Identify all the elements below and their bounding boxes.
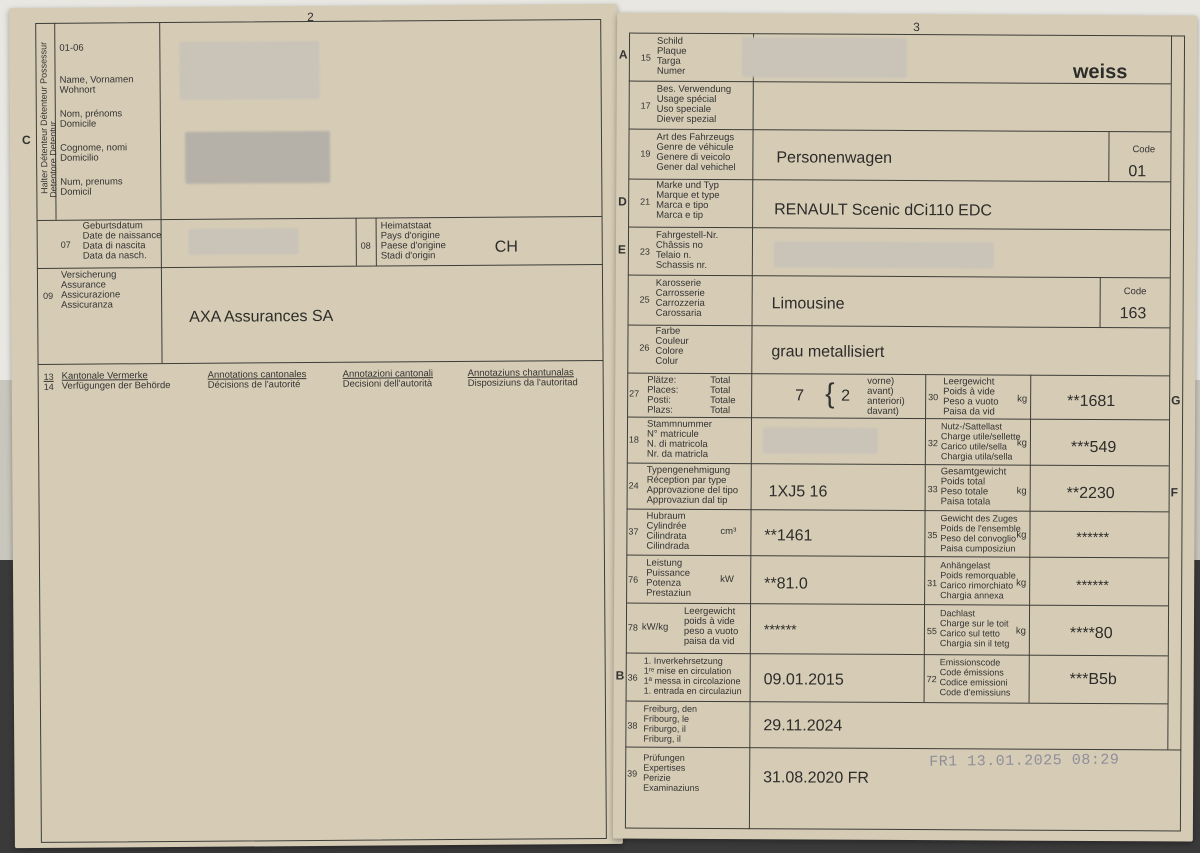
margin-letter-b: B: [615, 668, 625, 683]
plate-label: Plaque: [656, 45, 687, 57]
seats-total-value: 7: [795, 387, 805, 405]
field-num: 24: [628, 480, 639, 491]
kwkg-label: paisa da vid: [683, 635, 735, 648]
holder-label: Num, prenums: [60, 176, 123, 188]
body-label: Carrosserie: [655, 287, 705, 299]
plate-label: Targa: [656, 55, 681, 67]
seats-label: Plätze:: [647, 374, 677, 386]
field-num: 55: [926, 626, 937, 637]
color-label: Colur: [655, 355, 679, 367]
payload-label: Chargia utila/sella: [940, 451, 1013, 462]
emission-label: Codice emissioni: [939, 677, 1008, 688]
total-weight-label: Gesamtgewicht: [940, 466, 1007, 478]
color-label: Farbe: [655, 325, 681, 337]
vertical-holder-label-1: Halter Détenteur: [38, 127, 50, 194]
kwkg-label: poids à vide: [683, 615, 735, 628]
roof-label: Dachlast: [939, 608, 976, 619]
unit-kg: kg: [1016, 529, 1027, 541]
seats-sub: Totale: [710, 394, 736, 407]
margin-letter-a: A: [618, 47, 628, 62]
birth-label: Data di nascita: [82, 240, 146, 252]
first-reg-label: 1. entrada en circulaziun: [643, 685, 742, 697]
special-use-label: Diever spezial: [656, 113, 717, 126]
margin-letter-f: F: [1170, 485, 1179, 500]
redacted-birthdate: [189, 228, 299, 255]
holder-label: Name, Vornamen: [59, 74, 134, 86]
redacted-plate: [742, 37, 907, 78]
insurance-label: Versicherung: [60, 269, 117, 281]
left-page: [9, 4, 623, 848]
roof-label: Chargia sin il tetg: [939, 638, 1010, 649]
total-weight-value: **2230: [1066, 484, 1115, 503]
margin-letter-d: D: [618, 194, 627, 209]
emission-value: ***B5b: [1069, 670, 1117, 689]
emission-label: Code d'emissiuns: [939, 687, 1011, 698]
kwkg-value: ******: [763, 621, 797, 638]
redacted-matricule: [763, 427, 878, 454]
trailer-label: Poids remorquable: [940, 570, 1016, 581]
origin-label: Pays d'origine: [380, 230, 441, 242]
type-approval-label: Typengenehmigung: [646, 464, 731, 477]
holder-label: Wohnort: [59, 84, 96, 96]
unit-kg: kg: [1017, 393, 1028, 405]
field-num: 13: [43, 371, 54, 382]
page-number: 3: [913, 20, 920, 35]
body-value: Limousine: [771, 295, 845, 313]
field-num: 08: [360, 240, 371, 251]
vehicle-type-value: Personenwagen: [776, 149, 893, 167]
vertical-holder-label-3: Détenteur Possessur: [38, 41, 49, 126]
total-weight-label: Poids total: [940, 476, 986, 488]
special-use-label: Usage spécial: [656, 93, 717, 106]
payload-value: ***549: [1070, 438, 1117, 457]
holder-field-code: 01-06: [59, 42, 84, 54]
field-num: 32: [927, 438, 938, 449]
seats-label: Posti:: [647, 394, 671, 406]
chassis-label: Telaio n.: [655, 249, 692, 261]
power-label: Potenza: [646, 577, 682, 589]
inspection-label: Perizie: [643, 772, 671, 783]
field-num: 14: [43, 381, 54, 392]
unit-kw: kW: [720, 574, 734, 586]
combo-weight-label: Paisa cumposiziun: [940, 543, 1016, 554]
code-label: Code: [1123, 286, 1147, 298]
annotation-heading: Décisions de l'autorité: [207, 379, 301, 391]
type-approval-label: Réception par type: [646, 474, 727, 487]
origin-label: Heimatstaat: [380, 220, 432, 232]
type-approval-label: Approvaziun dal tip: [646, 494, 728, 507]
vehicle-type-label: Gener dal vehichel: [656, 161, 736, 174]
make-label: Marca e tip: [656, 209, 704, 221]
insurance-label: Assurance: [60, 279, 106, 291]
kwkg-label: Leergewicht: [684, 605, 736, 618]
code-label: Code: [1132, 144, 1156, 156]
field-num: 15: [640, 52, 651, 63]
seats-front-value: 2: [841, 387, 851, 405]
unit-kg: kg: [1016, 485, 1027, 497]
color-value: grau metallisiert: [771, 343, 885, 361]
margin-letter-g: G: [1171, 393, 1181, 408]
birth-label: Data da nasch.: [82, 250, 147, 262]
vehicle-type-label: Genre de véhicule: [656, 141, 734, 154]
special-use-label: Bes. Verwendung: [656, 83, 732, 96]
place-label: Fribourg, le: [643, 713, 690, 724]
total-weight-label: Paisa totala: [940, 496, 991, 508]
redacted-chassis: [774, 241, 994, 268]
field-num: 19: [640, 148, 651, 159]
place-label: Freiburg, den: [643, 703, 698, 714]
type-approval-label: Approvazione del tipo: [646, 484, 739, 497]
trailer-value: ******: [1076, 576, 1109, 594]
color-label: Couleur: [655, 335, 689, 347]
inspection-label: Examinaziuns: [643, 782, 700, 793]
field-num: 37: [628, 526, 639, 537]
power-label: Prestaziun: [646, 587, 692, 599]
field-num: 76: [628, 574, 639, 585]
total-weight-label: Peso totale: [940, 486, 989, 498]
field-num: 31: [927, 578, 938, 589]
power-label: Puissance: [646, 567, 691, 579]
trailer-label: Carico rimorchiato: [940, 580, 1014, 591]
annotation-heading: Annotations cantonales: [207, 369, 307, 381]
field-num: 38: [627, 720, 638, 731]
matricule-label: Stammnummer: [646, 418, 712, 430]
field-num: 39: [627, 768, 638, 779]
issue-date-value: 29.11.2024: [763, 717, 843, 735]
birth-label: Date de naissance: [82, 230, 162, 242]
displacement-label: Hubraum: [646, 510, 686, 522]
place-label: Friburg, il: [643, 733, 681, 744]
chassis-label: Schassis nr.: [655, 259, 708, 271]
displacement-label: Cilindrata: [646, 530, 687, 542]
body-code: 163: [1119, 305, 1147, 323]
displacement-label: Cylindrée: [646, 520, 687, 532]
first-reg-label: 1ª messa in circolazione: [643, 675, 741, 687]
birth-label: Geburtsdatum: [82, 220, 143, 232]
emission-label: Code émissions: [939, 667, 1004, 678]
field-num: 26: [639, 342, 650, 353]
field-num: 78: [627, 622, 638, 633]
annotation-heading: Disposiziuns da l'autoritad: [467, 377, 578, 389]
annotation-heading: Kantonale Vermerke: [61, 370, 148, 382]
field-num: 35: [927, 530, 938, 541]
combo-weight-label: Poids de l'ensemble: [940, 523, 1021, 534]
trailer-label: Chargia annexa: [940, 590, 1004, 601]
front-label: vorne): [867, 375, 895, 387]
field-num: 27: [629, 388, 640, 399]
unit-cm3: cm³: [720, 526, 737, 538]
origin-label: Paese d'origine: [380, 240, 446, 252]
annotation-heading: Decisioni dell'autorità: [342, 378, 433, 390]
kwkg-label: peso a vuoto: [683, 625, 739, 638]
empty-weight-label: Peso a vuoto: [943, 396, 999, 408]
type-approval-value: 1XJ5 16: [768, 483, 828, 501]
make-label: Marque et type: [656, 189, 720, 202]
insurance-label: Assicuranza: [61, 299, 113, 311]
make-label: Marke und Typ: [656, 179, 719, 192]
field-num: 17: [640, 100, 651, 111]
seats-sub: Total: [710, 374, 731, 387]
field-num: 18: [628, 434, 639, 445]
first-reg-value: 09.01.2015: [763, 671, 844, 689]
holder-label: Domicilio: [60, 152, 99, 164]
roof-value: ****80: [1069, 624, 1113, 643]
payload-label: Carico utile/sella: [940, 441, 1007, 452]
inspection-label: Expertises: [643, 762, 686, 773]
insurance-value: AXA Assurances SA: [189, 307, 334, 326]
power-label: Leistung: [646, 557, 683, 569]
vehicle-type-label: Art des Fahrzeugs: [656, 131, 735, 144]
chassis-label: Fahrgestell-Nr.: [655, 229, 719, 242]
unit-kg: kg: [1016, 577, 1027, 589]
chassis-label: Châssis no: [655, 239, 703, 251]
holder-label: Domicil: [60, 186, 92, 198]
vertical-holder-label-2: Detentore Detentur: [47, 121, 59, 198]
combo-weight-label: Peso del convoglio: [940, 533, 1017, 544]
holder-label: Cognome, nomi: [60, 142, 128, 154]
kwkg-unit: kW/kg: [641, 621, 669, 633]
front-label: anteriori): [867, 395, 905, 407]
combo-weight-label: Gewicht des Zuges: [940, 513, 1018, 524]
roof-label: Carico sul tetto: [939, 628, 1000, 639]
first-reg-label: 1ʳᵉ mise en circulation: [643, 665, 732, 677]
place-label: Friburgo, il: [643, 723, 686, 734]
special-use-label: Uso speciale: [656, 103, 712, 115]
body-label: Carrozzeria: [655, 297, 705, 309]
inspection-value: 31.08.2020 FR: [763, 769, 870, 787]
power-value: **81.0: [764, 575, 808, 593]
make-label: Marca e tipo: [656, 199, 709, 211]
field-num: 23: [639, 246, 650, 257]
annotation-heading: Annotaziuns chantunalas: [467, 367, 574, 379]
brace: {: [825, 377, 835, 409]
vehicle-type-code: 01: [1128, 163, 1147, 181]
seats-label: Places:: [647, 384, 679, 396]
plate-label: Schild: [656, 35, 683, 47]
insurance-label: Assicurazione: [61, 289, 121, 301]
redacted-name: [179, 41, 319, 100]
empty-weight-label: Poids à vide: [943, 386, 995, 398]
payload-label: Nutz-/Sattellast: [940, 421, 1003, 432]
unit-kg: kg: [1015, 625, 1027, 637]
plate-label: Numer: [656, 65, 686, 77]
seats-sub: Total: [710, 404, 731, 417]
seats-label: Plazs:: [647, 404, 673, 416]
field-num: 21: [640, 196, 651, 207]
field-num: 72: [926, 674, 937, 685]
first-reg-label: 1. Inverkehrsetzung: [643, 655, 723, 667]
empty-weight-value: **1681: [1067, 392, 1116, 411]
seats-sub: Total: [710, 384, 731, 397]
empty-weight-label: Paisa da vid: [943, 406, 995, 418]
front-label: davant): [867, 405, 899, 417]
plate-color-value: weiss: [1072, 60, 1128, 84]
body-label: Karosserie: [655, 277, 702, 289]
roof-label: Charge sur le toit: [939, 618, 1009, 629]
displacement-label: Cilindrada: [646, 540, 690, 552]
payload-label: Charge utile/sellette: [940, 431, 1021, 442]
margin-letter-e: E: [617, 242, 626, 257]
annotation-heading: Verfügungen der Behörde: [61, 380, 171, 392]
origin-value: CH: [494, 238, 518, 256]
trailer-label: Anhängelast: [940, 560, 991, 571]
field-num: 25: [639, 294, 650, 305]
empty-weight-label: Leergewicht: [943, 376, 995, 388]
page-number: 2: [307, 10, 314, 25]
right-page: [613, 12, 1197, 841]
make-value: RENAULT Scenic dCi110 EDC: [774, 201, 993, 220]
combo-weight-value: ******: [1076, 528, 1110, 546]
field-num: 07: [60, 239, 71, 250]
section-letter-c: C: [21, 132, 31, 148]
date-stamp: FR1 13.01.2025 08:29: [929, 751, 1120, 771]
color-label: Colore: [655, 345, 684, 357]
holder-label: Nom, prénoms: [59, 108, 123, 120]
field-num: 33: [927, 484, 938, 495]
redacted-address: [185, 131, 330, 184]
front-label: avant): [867, 385, 894, 397]
body-label: Carossaria: [655, 307, 702, 319]
field-num: 36: [627, 672, 638, 683]
origin-label: Stadi d'origin: [380, 250, 436, 262]
emission-label: Emissionscode: [939, 657, 1001, 668]
unit-kg: kg: [1016, 437, 1027, 449]
matricule-label: N° matricule: [646, 428, 699, 440]
matricule-label: Nr. da matricla: [646, 448, 709, 460]
field-num: 09: [43, 290, 54, 301]
matricule-label: N. di matricola: [646, 438, 708, 450]
annotation-heading: Annotazioni cantonali: [342, 368, 434, 380]
holder-label: Domicile: [59, 118, 97, 130]
vehicle-type-label: Genere di veicolo: [656, 151, 731, 164]
displacement-value: **1461: [764, 527, 813, 545]
field-num: 30: [928, 392, 939, 403]
inspection-label: Prüfungen: [643, 752, 685, 763]
